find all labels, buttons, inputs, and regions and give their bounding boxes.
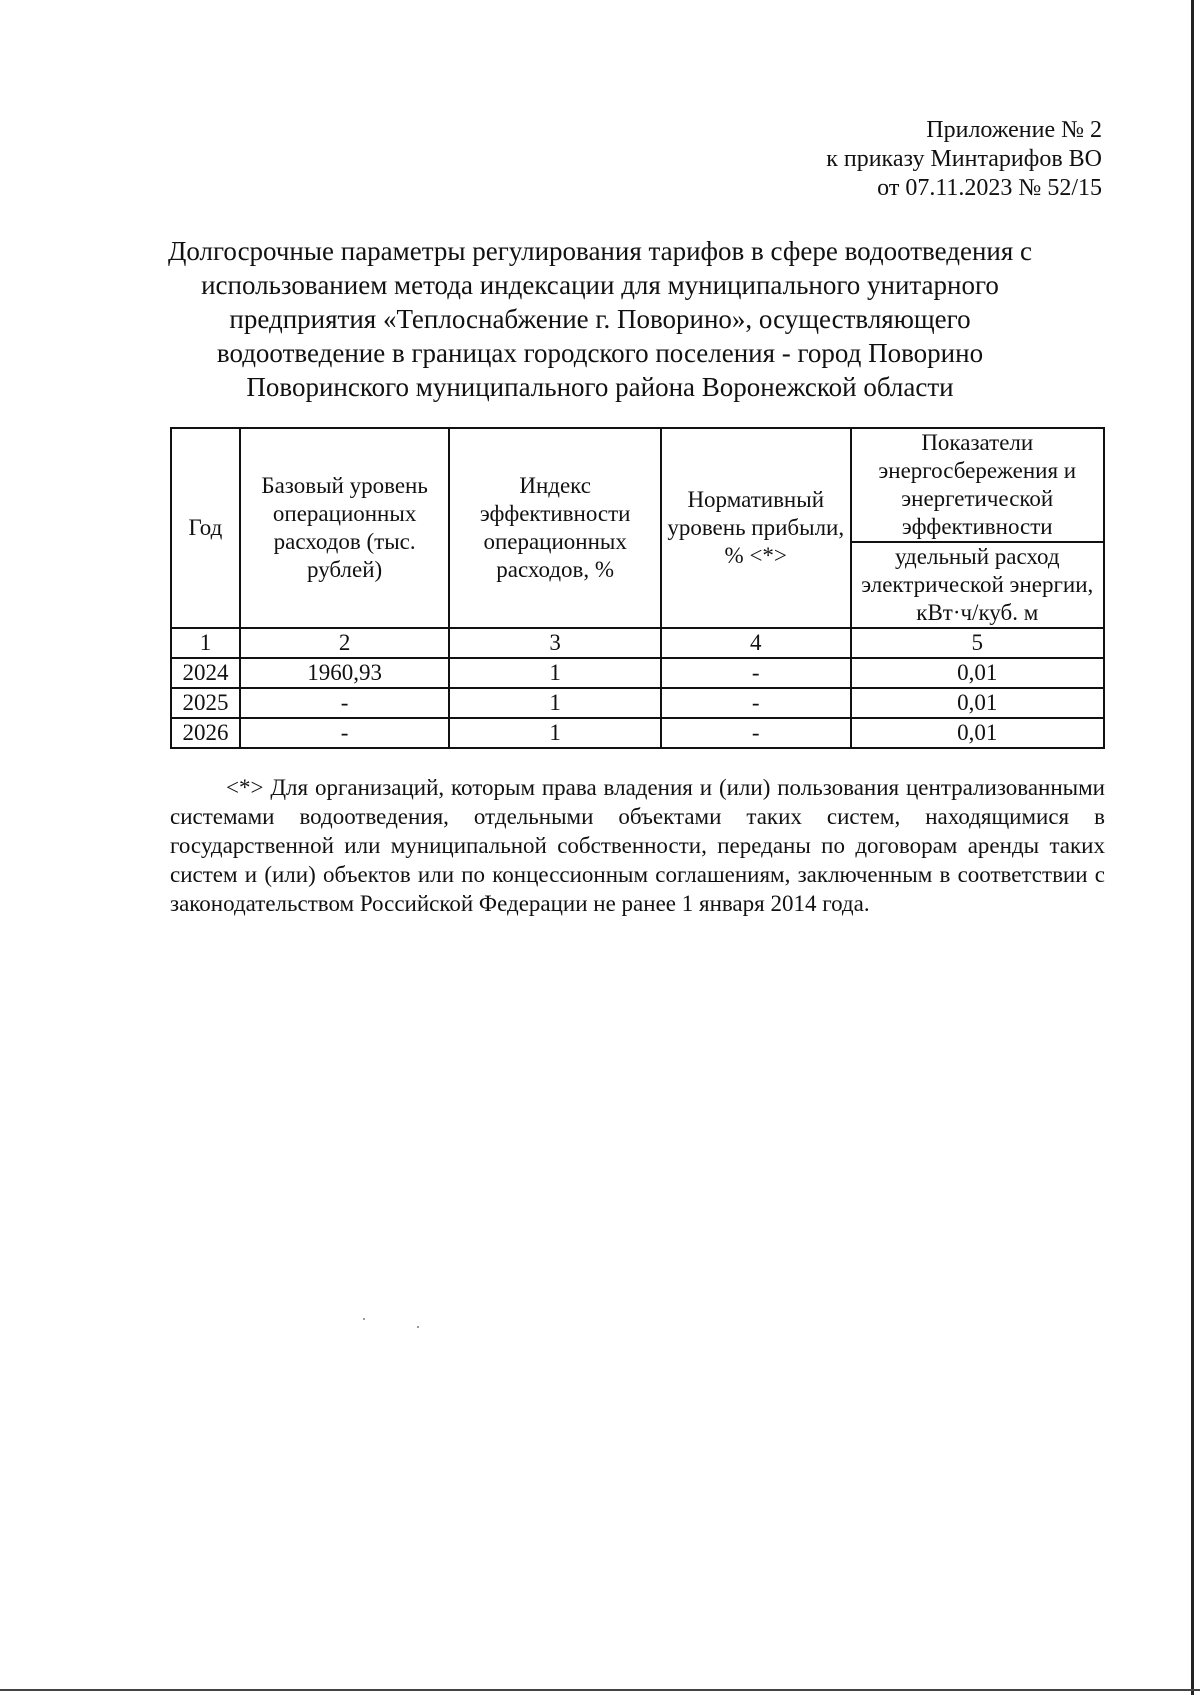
column-number: 1 xyxy=(171,628,240,658)
cell-base-level: 1960,93 xyxy=(240,658,450,688)
parameters-table xyxy=(170,427,1105,749)
title-line-3: предприятия «Теплоснабжение г. Поворино», осуществляющего xyxy=(229,304,971,334)
header-base-level: Базовый уровень операционных расходов (тыс. рублей) xyxy=(240,428,450,628)
title-line-4: водоотведение в границах городского поселения - город Поворино xyxy=(216,338,984,368)
cell-profit-level: - xyxy=(661,718,851,748)
scan-edge-right xyxy=(1191,0,1194,1695)
column-number: 4 xyxy=(661,628,851,658)
appendix-line-3: от 07.11.2023 № 52/15 xyxy=(877,175,1102,201)
header-energy-sub: удельный расход электрической энергии, кВт·ч/куб. м xyxy=(851,542,1104,628)
cell-efficiency-index: 1 xyxy=(449,718,661,748)
cell-year: 2026 xyxy=(171,718,240,748)
table-row xyxy=(171,718,1104,748)
header-year: Год xyxy=(171,428,240,628)
title-line-2: использованием метода индексации для муниципального унитарного xyxy=(201,270,999,300)
column-number: 5 xyxy=(851,628,1104,658)
numbering-row xyxy=(171,628,1104,658)
document-title xyxy=(150,234,1050,404)
scan-edge-bottom xyxy=(0,1689,1200,1691)
cell-year: 2025 xyxy=(171,688,240,718)
cell-energy-consumption: 0,01 xyxy=(851,718,1104,748)
header-energy-group: Показатели энергосбережения и энергетической эффективности xyxy=(851,428,1104,542)
table-row xyxy=(171,658,1104,688)
scan-artifact xyxy=(363,1318,365,1320)
appendix-header xyxy=(826,116,1102,203)
appendix-line-2: к приказу Минтарифов ВО xyxy=(826,146,1102,172)
cell-base-level: - xyxy=(240,688,450,718)
cell-profit-level: - xyxy=(661,688,851,718)
cell-energy-consumption: 0,01 xyxy=(851,658,1104,688)
cell-profit-level: - xyxy=(661,658,851,688)
cell-efficiency-index: 1 xyxy=(449,688,661,718)
cell-year: 2024 xyxy=(171,658,240,688)
appendix-line-1: Приложение № 2 xyxy=(926,117,1102,143)
cell-energy-consumption: 0,01 xyxy=(851,688,1104,718)
header-profit-level: Нормативный уровень прибыли, % <*> xyxy=(661,428,851,628)
header-efficiency-index: Индекс эффективности операционных расходов, % xyxy=(449,428,661,628)
scan-artifact xyxy=(417,1326,419,1328)
footnote: <*> Для организаций, которым права владения и (или) пользования централизованными системами водоотведения, отдельными объектами таких систем, находящимися в государственной или муниципальной собственности, переданы по договорам аренды таких систем и (или) объектов или по концессионным соглашениям, заключенным в соответствии с законодательством Российской Федерации не ранее 1 января 2014 года. xyxy=(170,775,1105,916)
cell-efficiency-index: 1 xyxy=(449,658,661,688)
column-number: 3 xyxy=(449,628,661,658)
column-number: 2 xyxy=(240,628,450,658)
cell-base-level: - xyxy=(240,718,450,748)
title-line-1: Долгосрочные параметры регулирования тарифов в сфере водоотведения с xyxy=(167,236,1033,266)
title-line-5: Поворинского муниципального района Воронежской области xyxy=(246,372,954,402)
table-row xyxy=(171,688,1104,718)
